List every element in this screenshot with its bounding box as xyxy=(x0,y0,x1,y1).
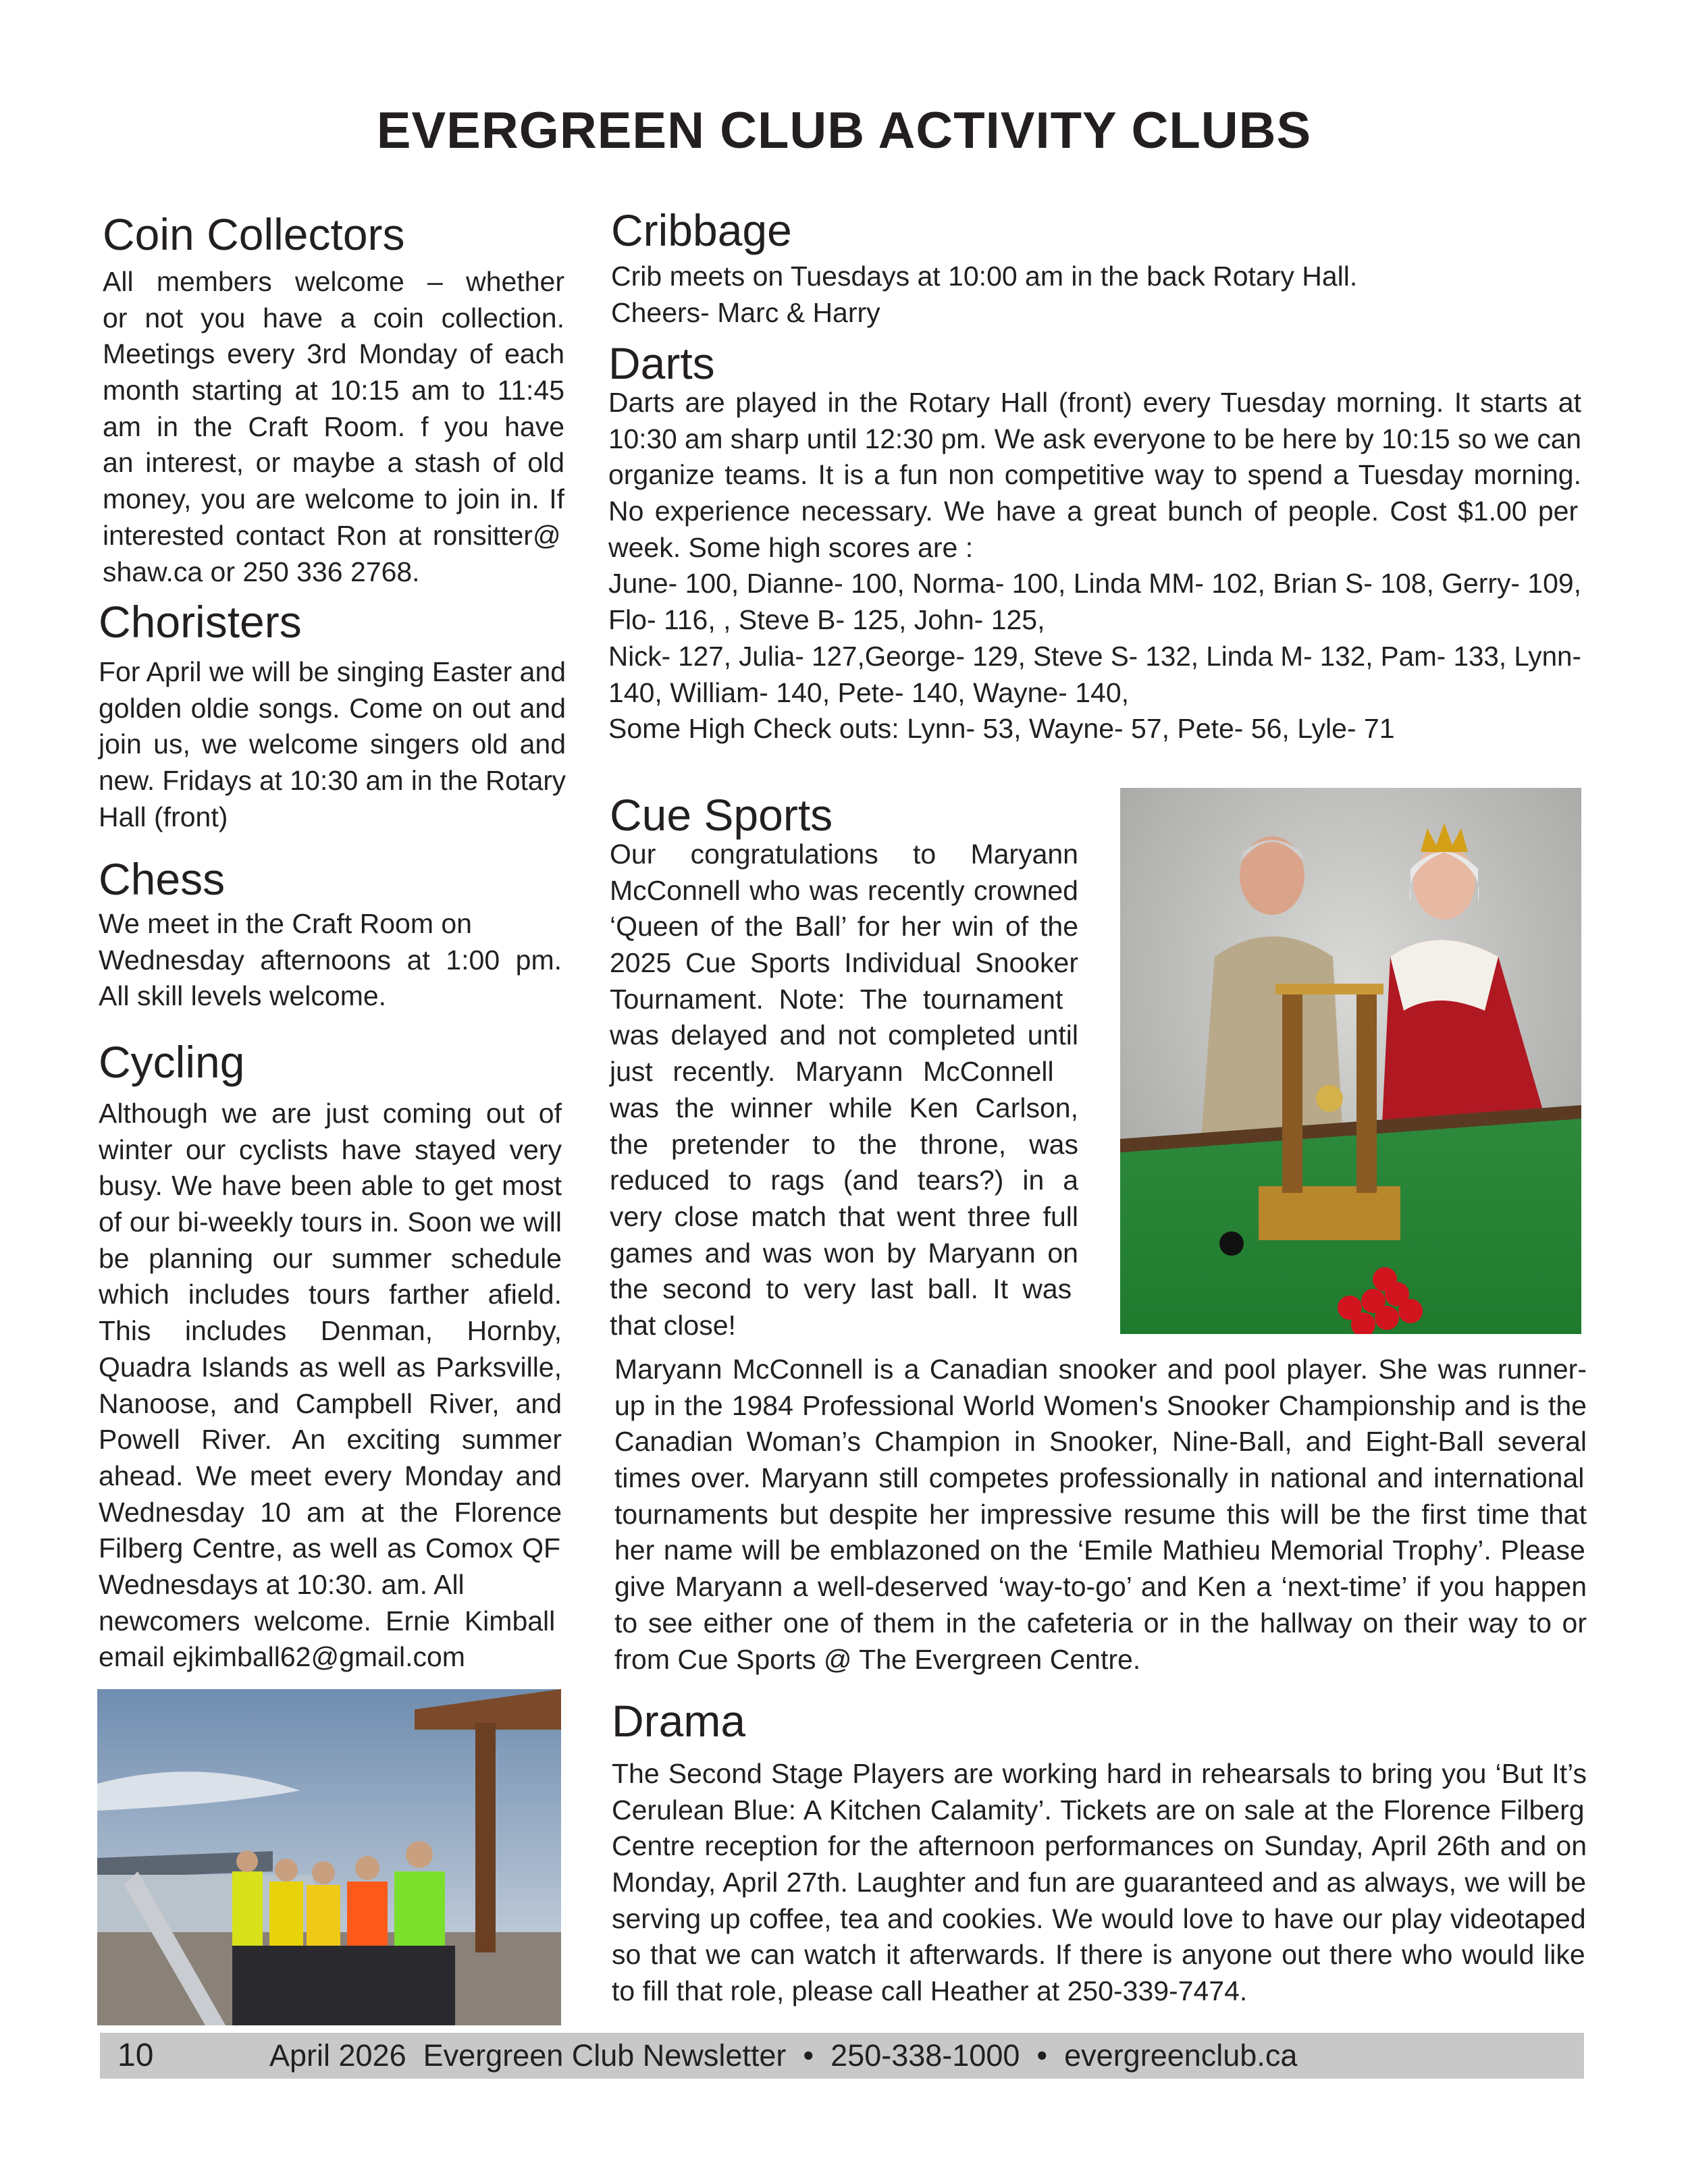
cue-sports-photo xyxy=(1120,788,1581,1334)
text-line xyxy=(610,1199,1078,1235)
text-line-content: Meetings every 3rd Monday of each xyxy=(103,338,564,370)
text-line xyxy=(612,1901,1587,1938)
text-line xyxy=(614,1424,1587,1460)
text-line-content: interested contact Ron at ronsitter@ xyxy=(103,519,561,551)
text-line xyxy=(608,457,1581,494)
text-line xyxy=(103,481,564,518)
text-line-content: Centre reception for the afternoon performances on Sunday, April 26th and on xyxy=(612,1830,1587,1862)
text-line-content: golden oldie songs. Come on out and xyxy=(99,692,566,724)
text-line-content: or not you have a coin collection. xyxy=(103,302,564,334)
text-line xyxy=(99,1313,562,1350)
text-line-content: shaw.ca or 250 336 2768. xyxy=(103,556,420,587)
text-line xyxy=(608,530,1581,566)
text-line-content: was delayed and not completed until xyxy=(610,1019,1078,1051)
text-line xyxy=(99,1277,562,1313)
text-line xyxy=(610,1271,1078,1308)
text-line-content: This includes Denman, Hornby, xyxy=(99,1315,562,1347)
text-line xyxy=(103,300,564,337)
text-line xyxy=(608,602,1581,639)
text-line-content: For April we will be singing Easter and xyxy=(99,656,566,687)
text-line xyxy=(610,1235,1078,1272)
text-line xyxy=(610,836,1078,873)
text-line-content: 2025 Cue Sports Individual Snooker xyxy=(610,947,1078,979)
text-line xyxy=(608,566,1581,602)
chess-body xyxy=(99,906,562,1015)
darts-heading: Darts xyxy=(608,338,715,388)
text-line xyxy=(103,264,564,300)
text-line xyxy=(614,1605,1587,1642)
text-line-content: be planning our summer schedule xyxy=(99,1242,562,1274)
text-line-content: money, you are welcome to join in. If xyxy=(103,483,564,515)
text-line-content: Our congratulations to Maryann xyxy=(610,838,1078,870)
text-line xyxy=(610,1308,1078,1344)
text-line xyxy=(99,1241,562,1277)
chess-heading: Chess xyxy=(99,854,226,904)
text-line-content: times over. Maryann still competes professionally in national and international xyxy=(614,1462,1585,1494)
text-line xyxy=(99,654,566,691)
text-line xyxy=(610,1163,1078,1199)
text-line-content: Tournament. Note: The tournament xyxy=(610,983,1063,1015)
text-line xyxy=(103,554,564,591)
text-line-content: an interest, or maybe a stash of old xyxy=(103,447,564,479)
text-line-content: Wednesdays at 10:30. am. All xyxy=(99,1568,465,1600)
text-line-content: Although we are just coming out of xyxy=(99,1098,562,1129)
text-line xyxy=(99,1204,562,1241)
text-line-content: tournaments but despite her impressive resume this will be the first time that xyxy=(614,1498,1587,1530)
choristers-body xyxy=(99,654,566,835)
text-line xyxy=(612,1937,1587,1973)
text-line xyxy=(99,1567,562,1603)
text-line xyxy=(608,494,1581,530)
page-number: 10 xyxy=(117,2037,154,2073)
text-line xyxy=(99,1096,562,1132)
text-line xyxy=(608,675,1581,712)
text-line xyxy=(103,518,564,554)
text-line-content: to fill that role, please call Heather at 250-339-7474. xyxy=(612,1975,1248,2007)
text-line-content: serving up coffee, tea and cookies. We would love to have our play videotaped xyxy=(612,1902,1586,1934)
text-line-content: No experience necessary. We have a great bunch of people. Cost $1.00 per xyxy=(608,496,1579,527)
text-line xyxy=(99,763,566,799)
text-line xyxy=(612,1756,1587,1792)
text-line xyxy=(99,691,566,727)
text-line-content: Some High Check outs: Lynn- 53, Wayne- 57, Pete- 56, Lyle- 71 xyxy=(608,713,1395,745)
text-line xyxy=(99,726,566,763)
text-line xyxy=(99,1422,562,1458)
text-line xyxy=(612,1792,1587,1829)
text-line xyxy=(608,639,1581,675)
text-line xyxy=(612,1973,1587,2010)
text-line-content: 10:30 am sharp until 12:30 pm. We ask everyone to be here by 10:15 so we can xyxy=(608,423,1581,454)
text-line-content: Nanoose, and Campbell River, and xyxy=(99,1387,562,1419)
text-line-content: Crib meets on Tuesdays at 10:00 am in the back Rotary Hall. xyxy=(611,261,1358,292)
text-line-content: 140, William- 140, Pete- 140, Wayne- 140, xyxy=(608,676,1130,708)
text-line-content: ‘Queen of the Ball’ for her win of the xyxy=(610,911,1078,942)
maryann-body xyxy=(614,1352,1587,1678)
cycling-body xyxy=(99,1096,562,1676)
darts-body xyxy=(608,385,1581,747)
text-line xyxy=(614,1642,1587,1678)
cue-heading: Cue Sports xyxy=(610,790,833,840)
text-line-content: of our bi-weekly tours in. Soon we will xyxy=(99,1206,562,1238)
text-line xyxy=(614,1569,1587,1605)
text-line-content: give Maryann a well-deserved ‘way-to-go’ and Ken a ‘next-time’ if you happen xyxy=(614,1571,1587,1603)
text-line-content: up in the 1984 Professional World Women's Snooker Championship and is the xyxy=(614,1389,1587,1421)
text-line-content: join us, we welcome singers old and xyxy=(99,728,566,760)
text-line xyxy=(612,1865,1587,1901)
text-line-content: so that we can watch it afterwards. If there is anyone out there who would like xyxy=(612,1939,1585,1971)
text-line-content: Wednesday afternoons at 1:00 pm. xyxy=(99,944,562,976)
text-line xyxy=(99,1168,562,1204)
text-line-content: Cerulean Blue: A Kitchen Calamity’. Tickets are on sale at the Florence Filberg xyxy=(612,1794,1585,1826)
text-line-content: June- 100, Dianne- 100, Norma- 100, Linda MM- 102, Brian S- 108, Gerry- 109, xyxy=(608,568,1581,600)
text-line-content: busy. We have been able to get most xyxy=(99,1170,562,1202)
text-line xyxy=(614,1460,1587,1497)
text-line xyxy=(99,1132,562,1169)
text-line-content: Darts are played in the Rotary Hall (front) every Tuesday morning. It starts at xyxy=(608,387,1581,418)
text-line-content: Powell River. An exciting summer xyxy=(99,1424,562,1456)
text-line xyxy=(103,336,564,373)
text-line-content: Cheers- Marc & Harry xyxy=(611,296,880,328)
text-line xyxy=(610,1127,1078,1163)
text-line xyxy=(103,373,564,409)
text-line xyxy=(612,1828,1587,1865)
text-line xyxy=(99,799,566,836)
text-line-content: Quadra Islands as well as Parksville, xyxy=(99,1351,562,1383)
text-line-content: to see either one of them in the cafeteria or in the hallway on their way to or xyxy=(614,1607,1587,1639)
text-line xyxy=(610,1017,1078,1054)
text-line-content: the pretender to the throne, was xyxy=(610,1128,1078,1160)
text-line xyxy=(608,711,1581,747)
text-line-content: email ejkimball62@gmail.com xyxy=(99,1641,465,1673)
text-line xyxy=(99,906,562,942)
text-line xyxy=(614,1497,1587,1533)
text-line-content: organize teams. It is a fun non competitive way to spend a Tuesday morning. xyxy=(608,459,1581,491)
choristers-heading: Choristers xyxy=(99,597,302,647)
text-line-content: Filberg Centre, as well as Comox QF xyxy=(99,1533,561,1564)
footer-text: April 2026 Evergreen Club Newsletter • 250-338-1000 • evergreenclub.ca xyxy=(269,2038,1298,2073)
text-line xyxy=(610,909,1078,945)
text-line xyxy=(99,1530,562,1567)
text-line xyxy=(611,259,1489,295)
text-line xyxy=(610,982,1078,1018)
text-line-content: which includes tours farther afield. xyxy=(99,1279,562,1310)
footer-bar xyxy=(100,2033,1584,2079)
text-line xyxy=(614,1352,1587,1388)
text-line-content: week. Some high scores are : xyxy=(608,531,974,563)
cycling-heading: Cycling xyxy=(99,1037,245,1087)
text-line xyxy=(611,295,1489,331)
text-line-content: McConnell who was recently crowned xyxy=(610,874,1078,906)
cycling-group-photo xyxy=(97,1689,561,2025)
cribbage-body xyxy=(611,259,1489,331)
text-line-content: am in the Craft Room. f you have xyxy=(103,410,564,442)
text-line xyxy=(99,942,562,979)
text-line xyxy=(99,1495,562,1531)
text-line xyxy=(103,409,564,446)
text-line-content: Hall (front) xyxy=(99,801,228,832)
text-line-content: reduced to rags (and tears?) in a xyxy=(610,1165,1078,1196)
text-line-content: Wednesday 10 am at the Florence xyxy=(99,1496,562,1528)
cue-body xyxy=(610,836,1078,1344)
coin-body xyxy=(103,264,564,590)
text-line-content: The Second Stage Players are working hard in rehearsals to bring you ‘But It’s xyxy=(612,1758,1587,1789)
text-line xyxy=(610,873,1078,909)
text-line-content: All skill levels welcome. xyxy=(99,980,387,1012)
text-line-content: Maryann McConnell is a Canadian snooker and pool player. She was runner- xyxy=(614,1354,1587,1385)
page-title: EVERGREEN CLUB ACTIVITY CLUBS xyxy=(376,102,1312,159)
text-line-content: winter our cyclists have stayed very xyxy=(99,1134,562,1165)
text-line xyxy=(610,945,1078,982)
text-line-content: new. Fridays at 10:30 am in the Rotary xyxy=(99,765,566,797)
text-line-content: the second to very last ball. It was xyxy=(610,1273,1072,1305)
text-line-content: just recently. Maryann McConnell xyxy=(610,1056,1054,1088)
text-line xyxy=(610,1090,1078,1127)
text-line-content: We meet in the Craft Room on xyxy=(99,908,472,939)
text-line xyxy=(608,421,1581,458)
drama-heading: Drama xyxy=(612,1696,746,1746)
text-line xyxy=(99,1458,562,1495)
text-line xyxy=(99,1603,562,1640)
text-line-content: from Cue Sports @ The Evergreen Centre. xyxy=(614,1643,1141,1675)
text-line-content: Flo- 116, , Steve B- 125, John- 125, xyxy=(608,604,1045,636)
cribbage-heading: Cribbage xyxy=(611,205,792,255)
text-line-content: newcomers welcome. Ernie Kimball xyxy=(99,1605,556,1636)
text-line-content: her name will be emblazoned on the ‘Emile Mathieu Memorial Trophy’. Please xyxy=(614,1535,1585,1566)
text-line-content: ahead. We meet every Monday and xyxy=(99,1460,562,1491)
coin-heading: Coin Collectors xyxy=(103,209,405,259)
text-line xyxy=(610,1054,1078,1090)
text-line-content: All members welcome – whether xyxy=(103,266,564,297)
text-line-content: Nick- 127, Julia- 127,George- 129, Steve S- 132, Linda M- 132, Pam- 133, Lynn- xyxy=(608,640,1581,672)
text-line-content: very close match that went three full xyxy=(610,1200,1078,1232)
text-line-content: that close! xyxy=(610,1309,736,1341)
text-line-content: Canadian Woman’s Champion in Snooker, Nine-Ball, and Eight-Ball several xyxy=(614,1426,1587,1458)
text-line xyxy=(99,1350,562,1386)
text-line xyxy=(99,1386,562,1422)
text-line-content: games and was won by Maryann on xyxy=(610,1237,1078,1269)
text-line-content: was the winner while Ken Carlson, xyxy=(610,1092,1078,1123)
text-line xyxy=(608,385,1581,421)
drama-body xyxy=(612,1756,1587,2010)
text-line xyxy=(614,1388,1587,1424)
text-line xyxy=(614,1533,1587,1569)
text-line xyxy=(103,445,564,481)
text-line-content: month starting at 10:15 am to 11:45 xyxy=(103,375,564,406)
text-line-content: Monday, April 27th. Laughter and fun are guaranteed and as always, we will be xyxy=(612,1867,1587,1898)
text-line xyxy=(99,978,562,1015)
text-line xyxy=(99,1639,562,1676)
